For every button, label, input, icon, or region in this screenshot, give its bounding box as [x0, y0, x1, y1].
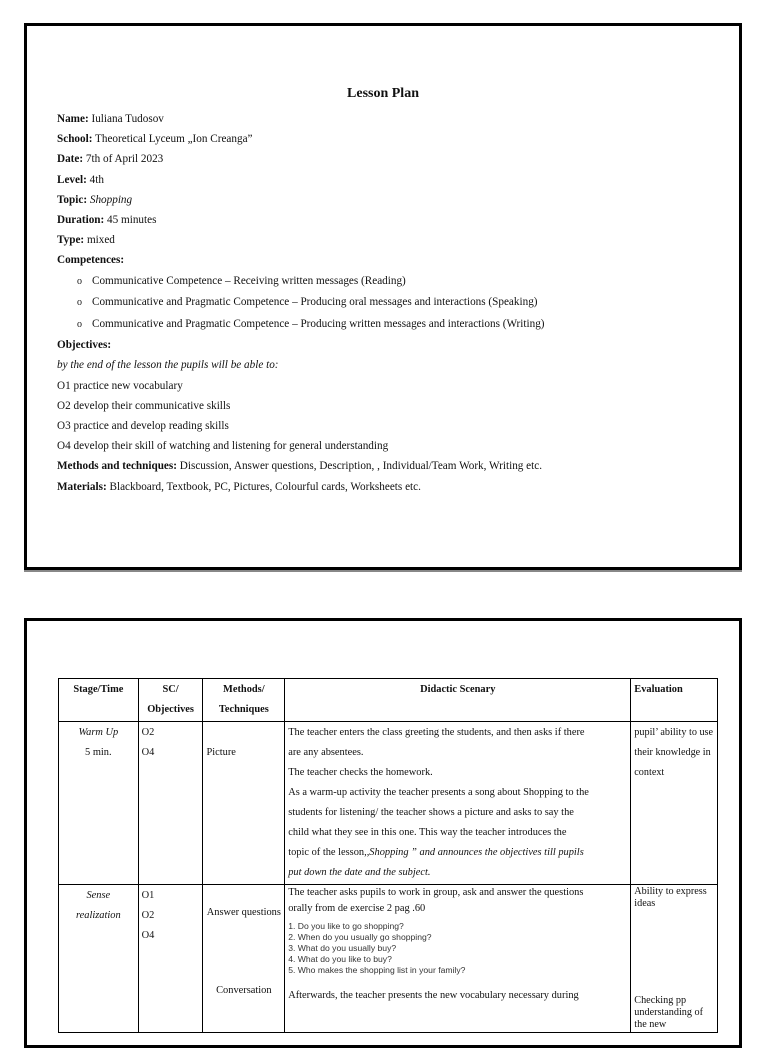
header-scenary: Didactic Scenary — [285, 679, 631, 722]
header-evaluation: Evaluation — [631, 679, 718, 722]
stage-cell: Warm Up 5 min. — [59, 722, 139, 885]
evaluation-cell: pupil’ ability to use their knowledge in context — [631, 722, 718, 885]
header-objectives: SC/ Objectives — [138, 679, 203, 722]
page-title: Lesson Plan — [347, 86, 419, 101]
objectives-intro: by the end of the lesson the pupils will be able to: — [57, 359, 279, 372]
materials-row: Materials: Blackboard, Textbook, PC, Pictures, Colourful cards, Worksheets etc. — [57, 480, 421, 493]
stage-cell: Sense realization — [59, 885, 139, 1033]
objectives-cell: O2 O4 — [138, 722, 203, 885]
competences-list — [57, 271, 727, 336]
school-row: School: Theoretical Lyceum „Ion Creanga” — [57, 133, 253, 146]
lesson-plan-page-2 — [24, 618, 742, 1048]
duration-row: Duration: 45 minutes — [57, 214, 157, 227]
table-row — [59, 885, 718, 1033]
objective-item: O1 practice new vocabulary — [57, 379, 183, 392]
methods-row: Methods and techniques: Discussion, Answer questions, Description, , Individual/Team Work, Writing etc. — [57, 460, 543, 473]
scenary-cell: The teacher asks pupils to work in group, ask and answer the questions orally from de exercise 2 pag .60 1. Do you like to go shopping? 2. When do you usually go shopping? 3. What do you usually buy? 4. What do you like to buy? 5. Who makes the shopping list in your family? Afterwards, the teacher presents the new vocabulary necessary during — [285, 885, 631, 1033]
objectives-cell: O1 O2 O4 — [138, 885, 203, 1033]
objective-item: O4 develop their skill of watching and listening for general understanding — [57, 440, 389, 453]
table-row — [59, 722, 718, 885]
methods-cell: Picture — [203, 722, 285, 885]
evaluation-cell: Ability to express ideas Checking pp understanding of the new — [631, 885, 718, 1033]
topic-row: Topic: Shopping — [57, 193, 133, 206]
type-row: Type: mixed — [57, 234, 115, 247]
header-stage: Stage/Time — [59, 679, 139, 722]
lesson-info — [57, 109, 727, 497]
competences-label: Competences: — [57, 254, 125, 267]
didactic-scenary-table — [58, 678, 718, 1033]
scenary-cell: The teacher enters the class greeting the students, and then asks if there are any absentees. The teacher checks the homework. As a warm-up activity the teacher presents a song about Shopping to the students for listening/ the teacher shows a picture and asks to say the child what they see in this one. This way the teacher introduces the topic of the lesson,,Shopping ” and announces the objectives till pupils put down the date and the subject. — [285, 722, 631, 885]
objective-item: O3 practice and develop reading skills — [57, 419, 229, 432]
lesson-plan-page-1 — [24, 23, 742, 570]
competence-item: o Communicative Competence – Receiving written messages (Reading) — [77, 274, 406, 287]
table-header-row — [59, 679, 718, 722]
competence-item: o Communicative and Pragmatic Competence – Producing written messages and interactions (Writing) — [77, 317, 545, 330]
methods-cell: Answer questions Conversation — [203, 885, 285, 1033]
name-row: Name: Iuliana Tudosov — [57, 113, 164, 125]
objective-item: O2 develop their communicative skills — [57, 399, 231, 412]
date-row: Date: 7th of April 2023 — [57, 153, 164, 166]
level-row: Level: 4th — [57, 173, 104, 186]
competence-item: o Communicative and Pragmatic Competence – Producing oral messages and interactions (Speaking) — [77, 296, 538, 309]
header-methods: Methods/ Techniques — [203, 679, 285, 722]
objectives-label: Objectives: — [57, 339, 112, 352]
question-list: 1. Do you like to go shopping? 2. When do you usually go shopping? 3. What do you usually buy? 4. What do you like to buy? 5. Who makes the shopping list in your family? — [288, 921, 466, 975]
